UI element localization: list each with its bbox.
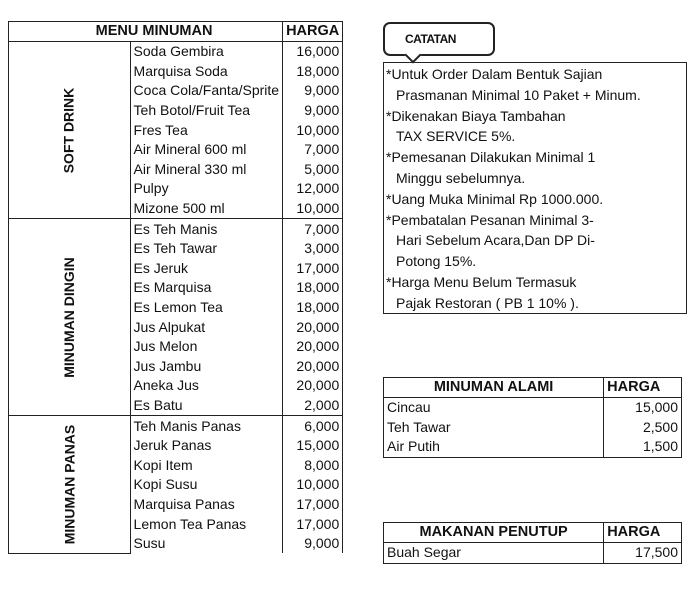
item-name: Jus Melon <box>130 337 283 357</box>
item-price: 10,000 <box>283 475 343 495</box>
item-name: Soda Gembira <box>130 42 283 62</box>
notes-title: CATATAN <box>405 32 456 46</box>
item-price: 18,000 <box>283 278 343 298</box>
item-price: 20,000 <box>283 357 343 377</box>
item-name: Air Putih <box>384 437 604 457</box>
category-label: MINUMAN PANAS <box>9 416 131 554</box>
item-name: Air Mineral 600 ml <box>130 140 283 160</box>
item-price: 18,000 <box>283 62 343 82</box>
note-line: TAX SERVICE 5%. <box>396 128 516 145</box>
table-row <box>384 418 682 438</box>
price-header: HARGA <box>283 22 343 42</box>
item-price: 17,500 <box>604 543 682 564</box>
item-name: Teh Tawar <box>384 418 604 438</box>
natural-price-header: HARGA <box>604 378 682 398</box>
item-name: Jeruk Panas <box>130 436 283 456</box>
category-label: MINUMAN DINGIN <box>9 219 131 416</box>
item-price: 17,000 <box>283 495 343 515</box>
item-price: 18,000 <box>283 298 343 318</box>
table-row <box>384 398 682 418</box>
item-price: 17,000 <box>283 259 343 279</box>
item-price: 10,000 <box>283 199 343 219</box>
item-name: Es Lemon Tea <box>130 298 283 318</box>
natural-drinks-table <box>383 377 682 458</box>
item-name: Buah Segar <box>384 543 604 564</box>
note-line: *Harga Menu Belum Termasuk <box>386 273 577 290</box>
item-name: Fres Tea <box>130 120 283 140</box>
note-line: *Untuk Order Dalam Bentuk Sajian <box>386 66 603 82</box>
note-line: Minggu sebelumnya. <box>396 169 526 186</box>
item-price: 9,000 <box>283 81 343 101</box>
item-name: Jus Jambu <box>130 357 283 377</box>
category-label: SOFT DRINK <box>9 42 131 219</box>
note-line: *Uang Muka Minimal Rp 1000.000. <box>386 190 604 207</box>
item-name: Es Teh Tawar <box>130 239 283 259</box>
item-price: 20,000 <box>283 337 343 357</box>
item-price: 17,000 <box>283 514 343 534</box>
item-name: Kopi Item <box>130 455 283 475</box>
item-name: Marquisa Soda <box>130 62 283 82</box>
item-name: Teh Manis Panas <box>130 416 283 436</box>
desserts-table <box>383 522 682 564</box>
note-line: Hari Sebelum Acara,Dan DP Di- <box>396 232 595 249</box>
table-row <box>9 219 343 239</box>
item-name: Es Jeruk <box>130 259 283 279</box>
item-name: Susu <box>130 534 283 554</box>
item-name: Air Mineral 330 ml <box>130 160 283 180</box>
item-name: Aneka Jus <box>130 376 283 396</box>
table-row <box>9 416 343 436</box>
natural-header: MINUMAN ALAMI <box>384 378 604 398</box>
item-price: 20,000 <box>283 317 343 337</box>
item-price: 10,000 <box>283 120 343 140</box>
item-price: 1,500 <box>604 437 682 457</box>
item-name: Es Batu <box>130 396 283 416</box>
item-price: 5,000 <box>283 160 343 180</box>
dessert-header: MAKANAN PENUTUP <box>384 523 604 543</box>
note-line: *Dikenakan Biaya Tambahan <box>386 107 566 124</box>
item-price: 15,000 <box>604 398 682 418</box>
item-price: 9,000 <box>283 534 343 554</box>
item-price: 7,000 <box>283 140 343 160</box>
item-price: 8,000 <box>283 455 343 475</box>
item-price: 16,000 <box>283 42 343 62</box>
item-price: 2,000 <box>283 396 343 416</box>
item-price: 15,000 <box>283 436 343 456</box>
item-name: Pulpy <box>130 179 283 199</box>
item-name: Jus Alpukat <box>130 317 283 337</box>
note-line: Pajak Restoran ( PB 1 10% ). <box>396 294 579 311</box>
notes-box <box>383 62 687 314</box>
item-price: 2,500 <box>604 418 682 438</box>
item-price: 3,000 <box>283 239 343 259</box>
item-name: Mizone 500 ml <box>130 199 283 219</box>
item-name: Cincau <box>384 398 604 418</box>
menu-header: MENU MINUMAN <box>9 22 283 42</box>
item-name: Marquisa Panas <box>130 495 283 515</box>
notes-tab <box>383 22 495 56</box>
item-name: Es Teh Manis <box>130 219 283 239</box>
item-name: Lemon Tea Panas <box>130 514 283 534</box>
item-price: 20,000 <box>283 376 343 396</box>
note-line: *Pembatalan Pesanan Minimal 3- <box>386 211 594 228</box>
note-line: Prasmanan Minimal 10 Paket + Minum. <box>396 86 641 103</box>
item-name: Es Marquisa <box>130 278 283 298</box>
item-price: 9,000 <box>283 101 343 121</box>
note-line: *Pemesanan Dilakukan Minimal 1 <box>386 149 596 166</box>
item-price: 12,000 <box>283 179 343 199</box>
drinks-menu-table <box>8 21 343 554</box>
item-price: 6,000 <box>283 416 343 436</box>
item-name: Kopi Susu <box>130 475 283 495</box>
table-row <box>384 543 682 564</box>
dessert-price-header: HARGA <box>604 523 682 543</box>
item-name: Coca Cola/Fanta/Sprite <box>130 81 283 101</box>
item-price: 7,000 <box>283 219 343 239</box>
item-name: Teh Botol/Fruit Tea <box>130 101 283 121</box>
note-line: Potong 15%. <box>396 253 477 270</box>
table-row <box>384 437 682 457</box>
table-row <box>9 42 343 62</box>
